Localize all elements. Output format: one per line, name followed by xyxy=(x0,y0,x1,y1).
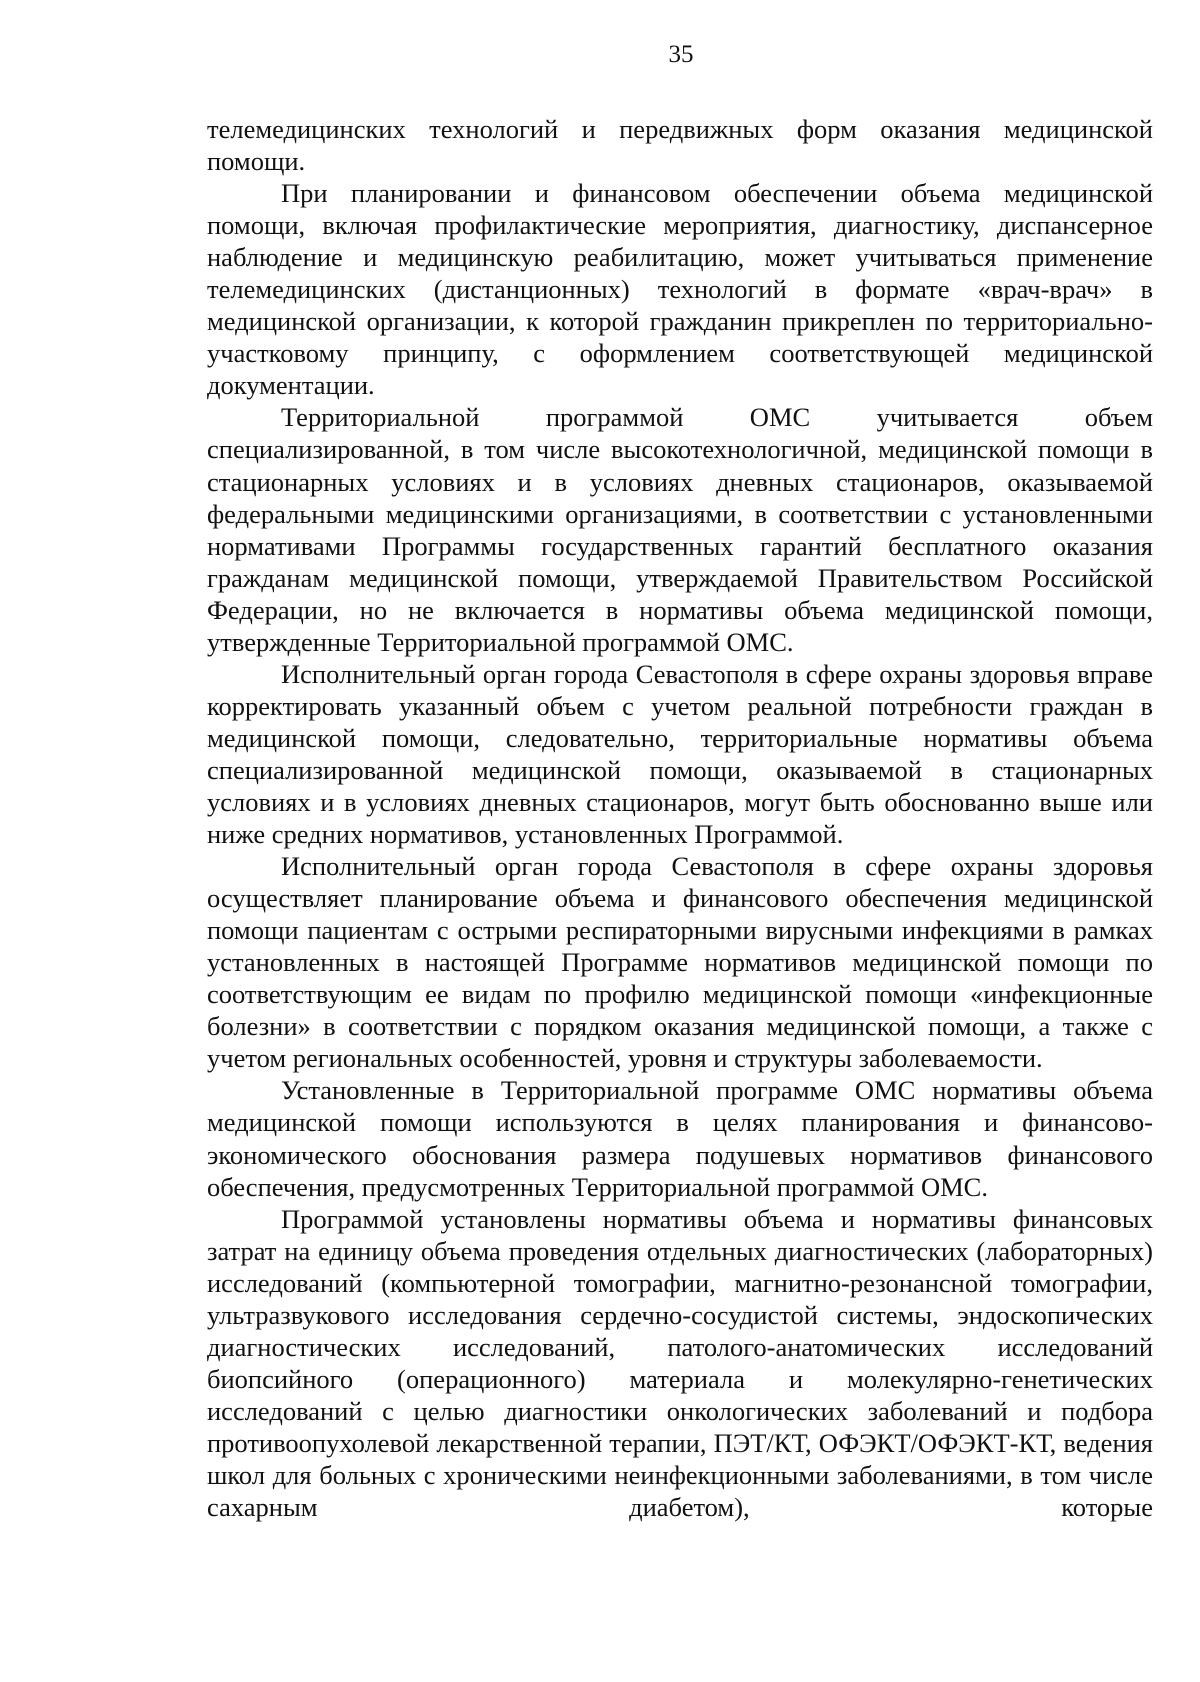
paragraph-diagnostic-norms: Программой установлены нормативы объема и нормативы финансовых затрат на единицу объема проведения отдельных диагностических (лабораторных) исследований (компьютерной томографии, магнитно-резонансной томографии, ультразвукового исследования сердечно-сосудистой системы, эндоскопических диагностических исследований, патолого-анатомических исследований биопсийного (операционного) материала и молекулярно-генетических исследований с целью диагностики онкологических заболеваний и подбора противоопухолевой лекарственной терапии, ПЭТ/КТ, ОФЭКТ/ОФЭКТ-КТ, ведения школ для больных с хроническими неинфекционными заболеваниями, в том числе сахарным диабетом), которые xyxy=(207,1203,1153,1523)
paragraph-telemedicine-planning: При планировании и финансовом обеспечении объема медицинской помощи, включая профилактические мероприятия, диагностику, диспансерное наблюдение и медицинскую реабилитацию, может учитываться применение телемедицинских (дистанционных) технологий в формате «врач-врач» в медицинской организации, к которой гражданин прикреплен по территориально-участковому принципу, с оформлением соответствующей медицинской документации. xyxy=(207,178,1153,401)
paragraph-respiratory-infections: Исполнительный орган города Севастополя в сфере охраны здоровья осуществляет планирование объема и финансового обеспечения медицинской помощи пациентам с острыми респираторными вирусными инфекциями в рамках установленных в настоящей Программе нормативов медицинской помощи по соответствующим ее видам по профилю медицинской помощи «инфекционные болезни» в соответствии с порядком оказания медицинской помощи, а также с учетом региональных особенностей, уровня и структуры заболеваемости. xyxy=(207,851,1153,1074)
paragraph-norms-usage: Установленные в Территориальной программе ОМС нормативы объема медицинской помощи используются в целях планирования и финансово-экономического обоснования размера подушевых нормативов финансового обеспечения, предусмотренных Территориальной программой ОМС. xyxy=(207,1075,1153,1202)
paragraph-continuation: телемедицинских технологий и передвижных форм оказания медицинской помощи. xyxy=(207,114,1153,177)
paragraph-volume-correction: Исполнительный орган города Севастополя в сфере охраны здоровья вправе корректировать указанный объем с учетом реальной потребности граждан в медицинской помощи, следовательно, территориальные нормативы объема специализированной медицинской помощи, оказываемой в стационарных условиях и в условиях дневных стационаров, могут быть обоснованно выше или ниже средних нормативов, установленных Программой. xyxy=(207,658,1153,850)
document-body xyxy=(207,113,1153,1523)
page-number: 35 xyxy=(668,41,694,68)
paragraph-federal-organizations: Территориальной программой ОМС учитывается объем специализированной, в том числе высокотехнологичной, медицинской помощи в стационарных условиях и в условиях дневных стационаров, оказываемой федеральными медицинскими организациями, в соответствии с установленными нормативами Программы государственных гарантий бесплатного оказания гражданам медицинской помощи, утверждаемой Правительством Российской Федерации, но не включается в нормативы объема медицинской помощи, утвержденные Территориальной программой ОМС. xyxy=(207,402,1153,657)
